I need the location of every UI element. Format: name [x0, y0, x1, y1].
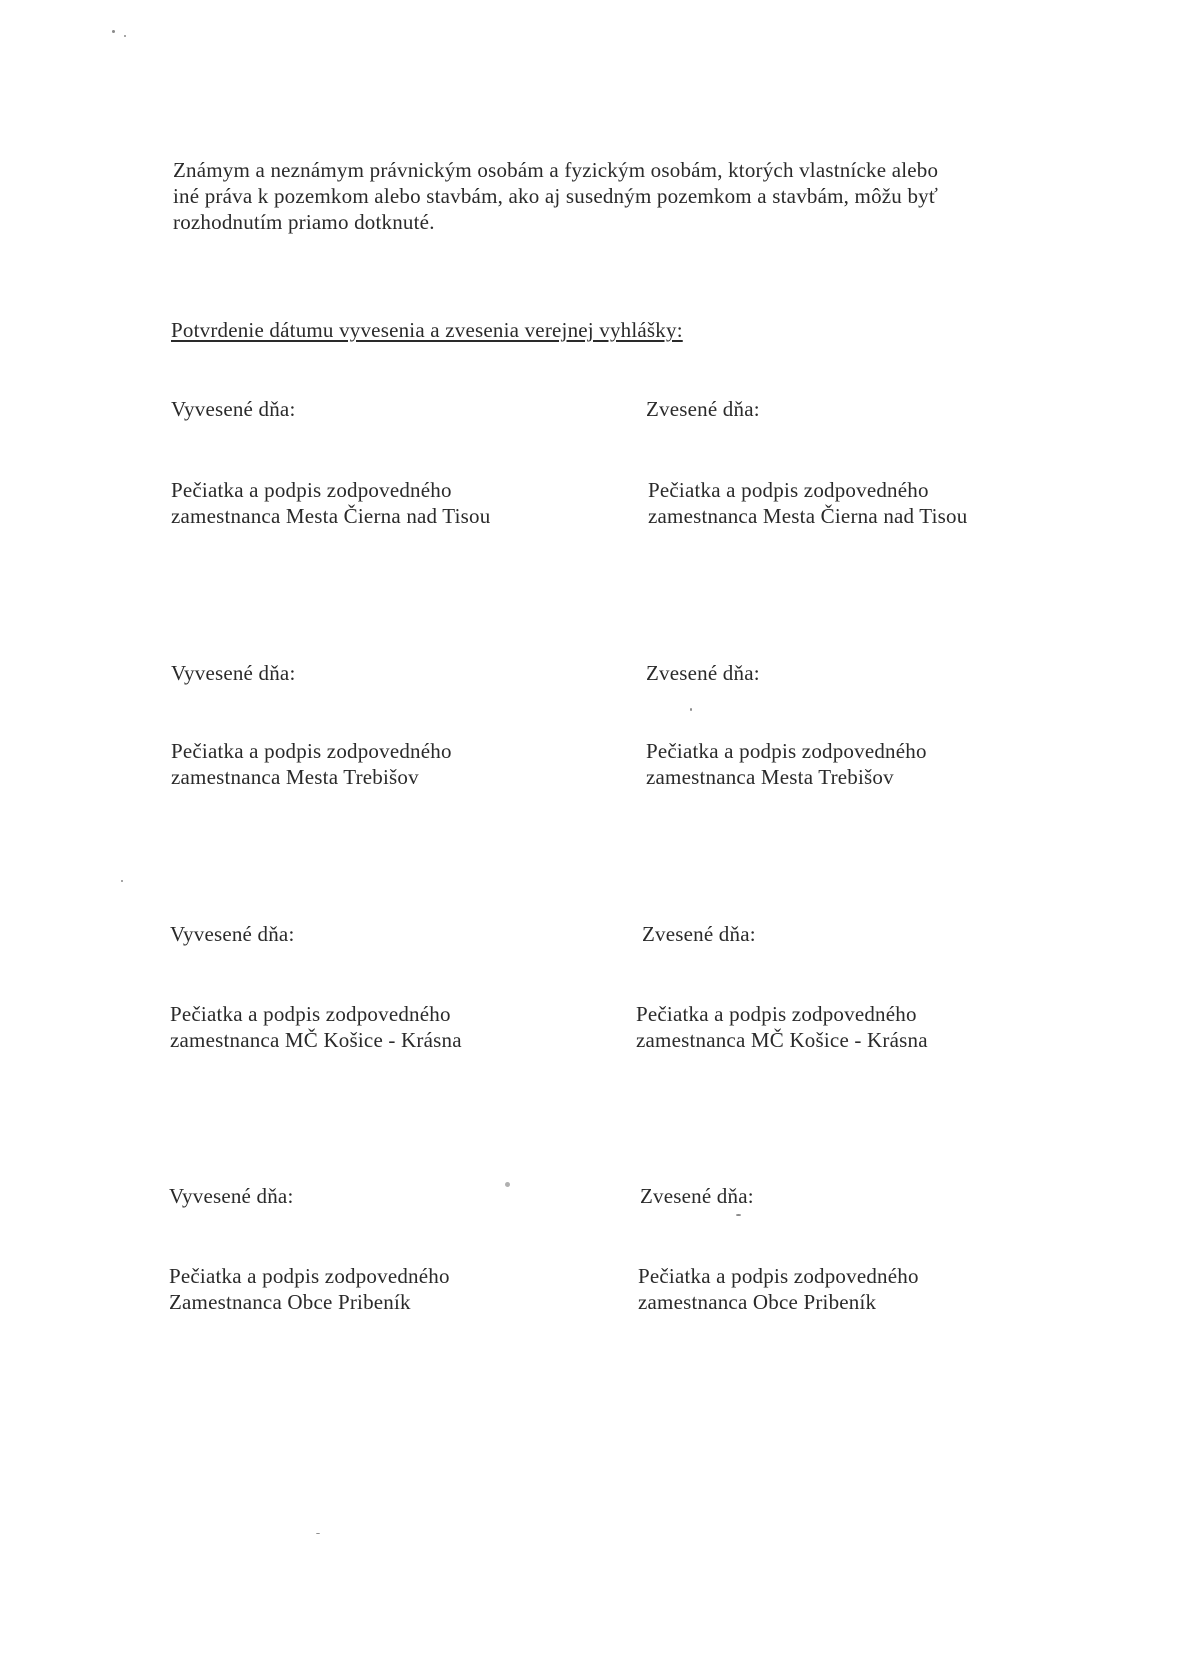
- scan-speck: [690, 708, 692, 711]
- stamp-line: zamestnanca Mesta Čierna nad Tisou: [171, 504, 491, 528]
- stamp-line: zamestnanca Obce Pribeník: [638, 1290, 877, 1314]
- stamp-signature-block-kosice-removed: [636, 1001, 928, 1053]
- stamp-signature-block-pribenik-posted: [169, 1263, 450, 1315]
- scan-speck: [736, 1214, 741, 1216]
- stamp-line: Pečiatka a podpis zodpovedného: [171, 739, 452, 763]
- stamp-line: zamestnanca Mesta Trebišov: [171, 765, 419, 789]
- stamp-signature-block-cierna-removed: [648, 477, 967, 529]
- stamp-signature-block-trebisov-removed: [646, 738, 927, 790]
- section-heading: Potvrdenie dátumu vyvesenia a zvesenia verejnej vyhlášky:: [171, 318, 683, 342]
- stamp-line: zamestnanca MČ Košice - Krásna: [170, 1028, 462, 1052]
- scan-speck: [112, 30, 115, 33]
- removed-date-label: Zvesené dňa:: [640, 1184, 754, 1208]
- posted-date-label: Vyvesené dňa:: [169, 1184, 294, 1208]
- stamp-signature-block-trebisov-posted: [171, 738, 452, 790]
- stamp-line: Pečiatka a podpis zodpovedného: [646, 739, 927, 763]
- intro-line: Známym a neznámym právnickým osobám a fyzickým osobám, ktorých vlastnícke alebo: [173, 158, 939, 182]
- intro-line: rozhodnutím priamo dotknuté.: [173, 210, 435, 234]
- stamp-line: Zamestnanca Obce Pribeník: [169, 1290, 411, 1314]
- stamp-line: zamestnanca MČ Košice - Krásna: [636, 1028, 928, 1052]
- removed-date-field-cierna: [646, 396, 760, 422]
- posted-date-field-cierna: [171, 396, 295, 422]
- posted-date-label: Vyvesené dňa:: [170, 922, 295, 946]
- stamp-line: zamestnanca Mesta Trebišov: [646, 765, 894, 789]
- scan-speck: [124, 35, 126, 37]
- stamp-line: Pečiatka a podpis zodpovedného: [170, 1002, 451, 1026]
- posted-date-label: Vyvesené dňa:: [171, 661, 296, 685]
- scan-speck: [505, 1182, 510, 1187]
- removed-date-label: Zvesené dňa:: [646, 397, 760, 421]
- posted-date-field-trebisov: [171, 660, 295, 686]
- removed-date-field-kosice: [642, 921, 756, 947]
- removed-date-label: Zvesené dňa:: [646, 661, 760, 685]
- scan-speck: [316, 1533, 320, 1534]
- stamp-line: Pečiatka a podpis zodpovedného: [169, 1264, 450, 1288]
- posted-date-field-kosice: [170, 921, 294, 947]
- stamp-signature-block-cierna-posted: [171, 477, 490, 529]
- stamp-signature-block-pribenik-removed: [638, 1263, 919, 1315]
- removed-date-label: Zvesené dňa:: [642, 922, 756, 946]
- stamp-line: Pečiatka a podpis zodpovedného: [638, 1264, 919, 1288]
- posted-date-label: Vyvesené dňa:: [171, 397, 296, 421]
- intro-line: iné práva k pozemkom alebo stavbám, ako aj susedným pozemkom a stavbám, môžu byť: [173, 184, 939, 208]
- stamp-line: zamestnanca Mesta Čierna nad Tisou: [648, 504, 968, 528]
- posted-date-field-pribenik: [169, 1183, 293, 1209]
- removed-date-field-trebisov: [646, 660, 760, 686]
- stamp-signature-block-kosice-posted: [170, 1001, 462, 1053]
- scan-speck: [121, 880, 123, 882]
- stamp-line: Pečiatka a podpis zodpovedného: [648, 478, 929, 502]
- intro-paragraph: [173, 157, 1053, 235]
- stamp-line: Pečiatka a podpis zodpovedného: [636, 1002, 917, 1026]
- removed-date-field-pribenik: [640, 1183, 754, 1209]
- stamp-line: Pečiatka a podpis zodpovedného: [171, 478, 452, 502]
